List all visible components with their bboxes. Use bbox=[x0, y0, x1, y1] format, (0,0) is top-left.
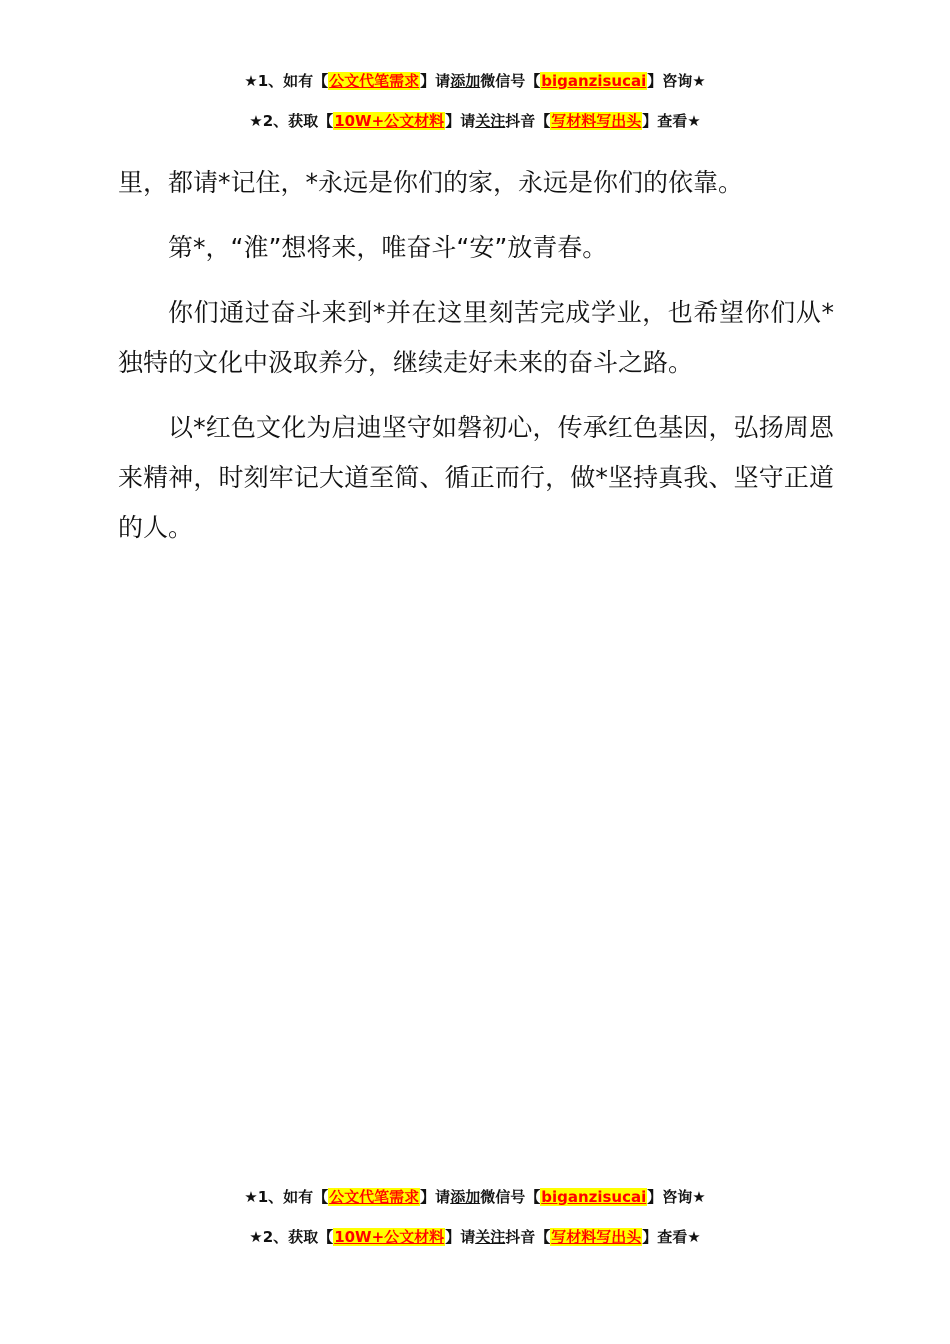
highlight-wechat-id: biganzisucai bbox=[541, 72, 647, 90]
underlined-add: 添加 bbox=[450, 1188, 481, 1206]
paragraph: 你们通过奋斗来到*并在这里刻苦完成学业，也希望你们从*独特的文化中汲取养分，继续走好未来的奋斗之路。 bbox=[118, 298, 834, 377]
banner-line-2 bbox=[0, 101, 950, 141]
paragraph: 以*红色文化为启迪坚守如磐初心，传承红色基因，弘扬周恩来精神，时刻牢记大道至简、循正而行，做*坚持真我、坚守正道的人。 bbox=[118, 413, 834, 542]
underlined-follow: 关注 bbox=[475, 1228, 506, 1246]
banner-text: 】咨询★ bbox=[647, 72, 706, 90]
header-banner bbox=[0, 61, 950, 141]
banner-text: 抖音【 bbox=[505, 1228, 551, 1246]
banner-text: ★1、如有【 bbox=[244, 1188, 329, 1206]
banner-text: ★2、获取【 bbox=[249, 112, 334, 130]
underlined-follow: 关注 bbox=[475, 112, 506, 130]
banner-text: 】请 bbox=[445, 112, 476, 130]
highlight-douyin-account: 写材料写出头 bbox=[551, 112, 642, 130]
banner-text: 】咨询★ bbox=[647, 1188, 706, 1206]
highlight-douyin-account: 写材料写出头 bbox=[551, 1228, 642, 1246]
paragraph: 里，都请*记住，*永远是你们的家，永远是你们的依靠。 bbox=[118, 168, 744, 197]
paragraph: 第*，“淮”想将来，唯奋斗“安”放青春。 bbox=[168, 233, 608, 262]
underlined-add: 添加 bbox=[450, 72, 481, 90]
banner-text: ★1、如有【 bbox=[244, 72, 329, 90]
banner-text: 抖音【 bbox=[505, 112, 551, 130]
banner-text: 】查看★ bbox=[642, 1228, 701, 1246]
highlight-wechat-id: biganzisucai bbox=[541, 1188, 647, 1206]
banner-line-2 bbox=[0, 1217, 950, 1257]
highlight-materials: 10W+公文材料 bbox=[334, 1228, 445, 1246]
highlight-service: 公文代笔需求 bbox=[329, 1188, 420, 1206]
banner-text: ★2、获取【 bbox=[249, 1228, 334, 1246]
banner-text: 微信号【 bbox=[480, 1188, 541, 1206]
document-body bbox=[118, 158, 834, 568]
banner-text: 微信号【 bbox=[480, 72, 541, 90]
banner-line-1 bbox=[0, 1177, 950, 1217]
banner-text: 】请 bbox=[420, 72, 451, 90]
banner-text: 】查看★ bbox=[642, 112, 701, 130]
highlight-materials: 10W+公文材料 bbox=[334, 112, 445, 130]
highlight-service: 公文代笔需求 bbox=[329, 72, 420, 90]
footer-banner bbox=[0, 1177, 950, 1257]
banner-line-1 bbox=[0, 61, 950, 101]
banner-text: 】请 bbox=[445, 1228, 476, 1246]
banner-text: 】请 bbox=[420, 1188, 451, 1206]
